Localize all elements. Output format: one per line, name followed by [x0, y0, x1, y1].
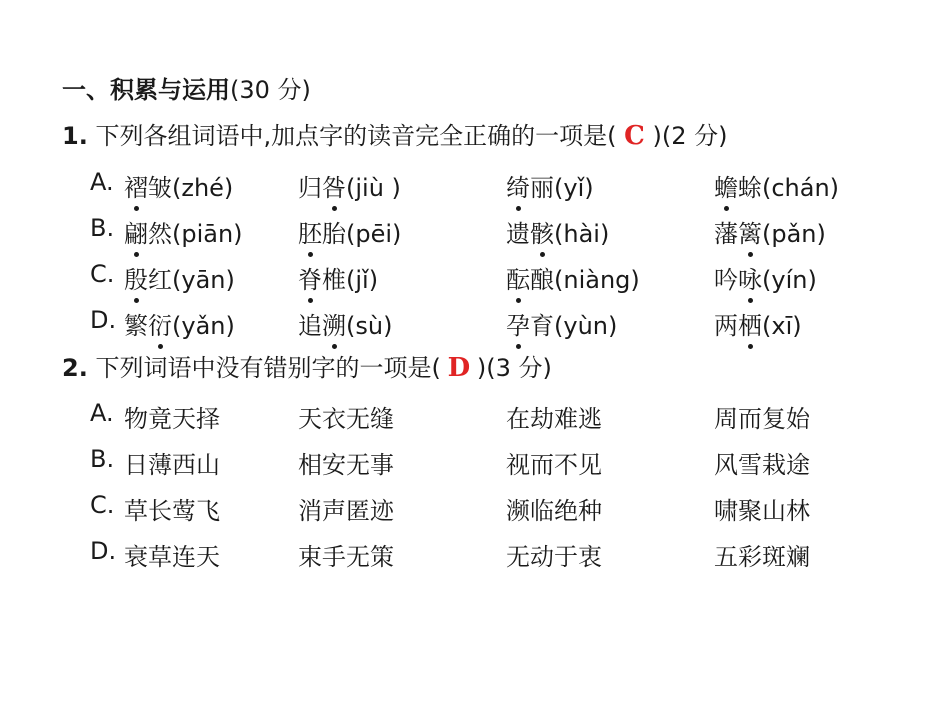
word-entry: 褶皱(zhé) [124, 168, 233, 203]
option-label: B. [90, 214, 115, 242]
word-entry: 日薄西山 [124, 451, 220, 479]
emphasis-dot-char: 蟾 [714, 168, 738, 203]
emphasis-dot-char: 衍 [148, 306, 172, 341]
option-label: A. [90, 168, 114, 196]
word-entry: 束手无策 [298, 543, 394, 571]
word-entry: 风雪栽途 [714, 451, 810, 479]
word-entry: 脊椎(jǐ) [298, 260, 378, 295]
emphasis-dot-char: 殷 [124, 260, 148, 295]
word-entry: 衰草连天 [124, 543, 220, 571]
emphasis-dot-char: 翩 [124, 214, 148, 249]
word-entry: 孕育(yùn) [506, 306, 617, 341]
word-entry: 啸聚山林 [714, 497, 810, 525]
emphasis-dot-char: 咎 [322, 168, 346, 203]
word-entry: 消声匿迹 [298, 497, 394, 525]
question-1-answer: C [624, 121, 645, 151]
emphasis-dot-char: 咏 [738, 260, 762, 295]
option-label: C. [90, 491, 115, 519]
question-2-answer: D [447, 353, 471, 383]
word-entry: 归咎(jiù ) [298, 168, 401, 203]
word-entry: 蟾蜍(chán) [714, 168, 839, 203]
option-label: A. [90, 399, 114, 427]
emphasis-dot-char: 孕 [506, 306, 530, 341]
question-1-number: 1. [62, 122, 88, 150]
emphasis-dot-char: 酝 [506, 260, 530, 295]
question-2-score: )(3 分) [476, 354, 552, 382]
word-entry: 绮丽(yǐ) [506, 168, 594, 203]
emphasis-dot-char: 栖 [738, 306, 762, 341]
word-entry: 物竟天择 [124, 405, 220, 433]
emphasis-dot-char: 脊 [298, 260, 322, 295]
emphasis-dot-char: 胚 [298, 214, 322, 249]
word-entry: 遗骸(hài) [506, 214, 609, 249]
question-1-text: 下列各组词语中,加点字的读音完全正确的一项是( [95, 122, 617, 150]
word-entry: 胚胎(pēi) [298, 214, 401, 249]
emphasis-dot-char: 溯 [322, 306, 346, 341]
word-entry: 翩然(piān) [124, 214, 243, 249]
emphasis-dot-char: 篱 [738, 214, 762, 249]
word-entry: 草长莺飞 [124, 497, 220, 525]
option-label: D. [90, 537, 117, 565]
emphasis-dot-char: 褶 [124, 168, 148, 203]
word-entry: 五彩斑斓 [714, 543, 810, 571]
section-title: 一、积累与运用 [62, 76, 230, 104]
section-score: (30 分) [230, 76, 311, 104]
option-label: C. [90, 260, 115, 288]
emphasis-dot-char: 骸 [530, 214, 554, 249]
question-2-text: 下列词语中没有错别字的一项是( [95, 354, 441, 382]
question-2-stem [62, 353, 552, 383]
question-2-number: 2. [62, 354, 88, 382]
option-label: D. [90, 306, 117, 334]
word-entry: 濒临绝种 [506, 497, 602, 525]
word-entry: 无动于衷 [506, 543, 602, 571]
word-entry: 殷红(yān) [124, 260, 235, 295]
word-entry: 周而复始 [714, 405, 810, 433]
word-entry: 繁衍(yǎn) [124, 306, 235, 341]
word-entry: 追溯(sù) [298, 306, 392, 341]
word-entry: 两栖(xī) [714, 306, 802, 341]
word-entry: 相安无事 [298, 451, 394, 479]
emphasis-dot-char: 绮 [506, 168, 530, 203]
word-entry: 藩篱(pǎn) [714, 214, 826, 249]
question-1-stem [62, 121, 727, 151]
option-label: B. [90, 445, 115, 473]
section-heading [62, 75, 311, 105]
word-entry: 吟咏(yín) [714, 260, 817, 295]
word-entry: 天衣无缝 [298, 405, 394, 433]
word-entry: 酝酿(niàng) [506, 260, 640, 295]
word-entry: 在劫难逃 [506, 405, 602, 433]
word-entry: 视而不见 [506, 451, 602, 479]
question-1-score: )(2 分) [652, 122, 728, 150]
